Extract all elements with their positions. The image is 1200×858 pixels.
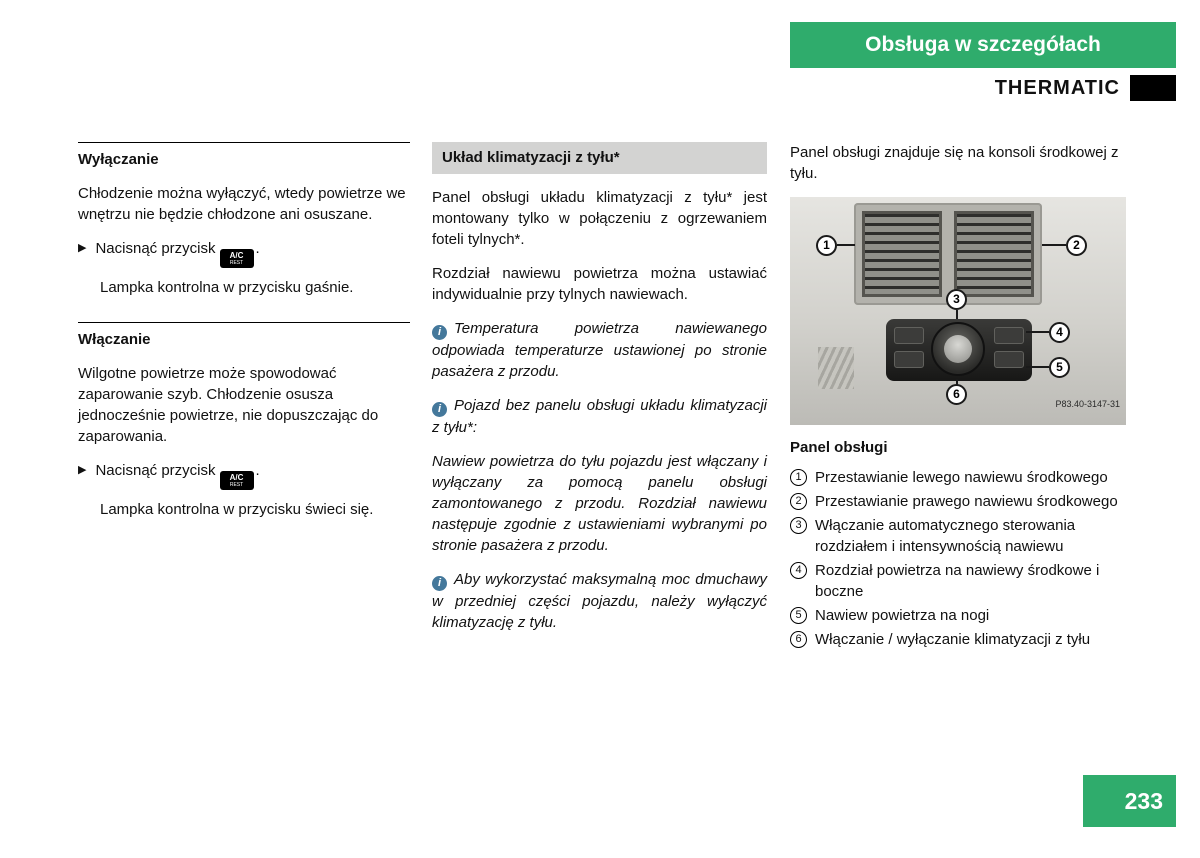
- legend-number: 4: [790, 562, 807, 579]
- subsection-heading-rear-ac: Układ klimatyzacji z tyłu*: [432, 142, 767, 174]
- legend-text: Włączanie automatycznego sterowania rozdziałem i intensywnością nawiewu: [815, 517, 1076, 555]
- legend-item: [790, 467, 1126, 488]
- legend-number: 2: [790, 493, 807, 510]
- callout-line-4: [1026, 331, 1049, 333]
- callout-4: 4: [1049, 322, 1070, 343]
- heading-switch-on: Włączanie: [78, 322, 410, 350]
- callout-line-5: [1026, 366, 1049, 368]
- legend-item: [790, 605, 1126, 626]
- paragraph-rear-ac-2: Rozdział nawiewu powietrza można ustawiać indywidualnie przy tylnych nawiewach.: [432, 265, 767, 303]
- ac-rest-button-icon: [220, 249, 254, 268]
- chapter-banner: [790, 22, 1176, 68]
- legend-number: 1: [790, 469, 807, 486]
- ac-label: A/C: [229, 473, 244, 482]
- step-text: [95, 460, 259, 490]
- chapter-banner-title: Obsługa w szczegółach: [865, 33, 1101, 56]
- panel-button-bottom-left: [894, 351, 924, 368]
- image-reference-code: P83.40-3147-31: [1055, 399, 1120, 409]
- ac-label: A/C: [229, 251, 244, 260]
- info-icon: i: [432, 325, 447, 340]
- legend-text: Nawiew powietrza na nogi: [815, 607, 990, 624]
- left-column: [78, 142, 410, 544]
- page-number-badge: [1083, 775, 1176, 827]
- legend-item: [790, 515, 1126, 557]
- step-text: [95, 238, 259, 268]
- control-knob-center: [944, 335, 972, 363]
- info-note-text: Aby wykorzystać maksymalną moc dmuchawy w przedniej części pojazdu, należy wyłączyć klimatyzację z tyłu.: [432, 571, 767, 631]
- info-note-3: [432, 569, 767, 633]
- callout-2: 2: [1066, 235, 1087, 256]
- info-note-text: Temperatura powietrza nawiewanego odpowiada temperaturze ustawionej po stronie pasażera z przodu.: [432, 320, 767, 380]
- step-note-off: Lampka kontrolna w przycisku gaśnie.: [100, 279, 354, 296]
- panel-button-top-right: [994, 327, 1024, 344]
- step-note-on: Lampka kontrolna w przycisku świeci się.: [100, 501, 374, 518]
- info-note-2: [432, 395, 767, 438]
- panel-button-top-left: [894, 327, 924, 344]
- left-center-vent: [862, 211, 942, 297]
- legend-number: 5: [790, 607, 807, 624]
- right-center-vent: [954, 211, 1034, 297]
- step-text-pre: Nacisnąć przycisk: [95, 240, 216, 257]
- heading-switch-off: Wyłączanie: [78, 142, 410, 170]
- legend-number: 3: [790, 517, 807, 534]
- panel-location-intro: Panel obsługi znajduje się na konsoli środkowej z tyłu.: [790, 144, 1119, 182]
- callout-3: 3: [946, 289, 967, 310]
- legend-item: [790, 491, 1126, 512]
- middle-column: [432, 142, 767, 646]
- step-triangle-icon: ▶: [78, 242, 87, 254]
- right-column: [790, 142, 1126, 653]
- rest-label: REST: [229, 482, 244, 488]
- callout-1: 1: [816, 235, 837, 256]
- section-index-marker: [1130, 75, 1176, 101]
- rest-label: REST: [229, 260, 244, 266]
- legend-number: 6: [790, 631, 807, 648]
- legend-item: [790, 629, 1126, 650]
- instruction-step-off: [78, 238, 410, 268]
- legend-text: Rozdział powietrza na nawiewy środkowe i boczne: [815, 562, 1100, 600]
- section-title: THERMATIC: [994, 76, 1120, 99]
- callout-5: 5: [1049, 357, 1070, 378]
- callout-line-3: [956, 310, 958, 319]
- instruction-step-on: [78, 460, 410, 490]
- section-header: [790, 74, 1176, 102]
- legend-text: Włączanie / wyłączanie klimatyzacji z tyłu: [815, 631, 1091, 648]
- panel-button-bottom-right: [994, 351, 1024, 368]
- step-text-pre: Nacisnąć przycisk: [95, 462, 216, 479]
- info-note-text: Pojazd bez panelu obsługi układu klimatyzacji z tyłu*:: [432, 397, 767, 436]
- callout-line-2: [1042, 244, 1066, 246]
- legend-text: Przestawianie lewego nawiewu środkowego: [815, 469, 1108, 486]
- ac-rest-button-icon: [220, 471, 254, 490]
- legend-text: Przestawianie prawego nawiewu środkowego: [815, 493, 1118, 510]
- page-number: 233: [1124, 787, 1163, 814]
- image-caption: Panel obsługi: [790, 439, 888, 456]
- step-triangle-icon: ▶: [78, 464, 87, 476]
- callout-line-1: [837, 244, 855, 246]
- callout-6: 6: [946, 384, 967, 405]
- paragraph-switch-off: Chłodzenie można wyłączyć, wtedy powietrze we wnętrzu nie będzie chłodzone ani osuszane.: [78, 185, 406, 223]
- info-icon: i: [432, 576, 447, 591]
- paragraph-rear-ac-3: Nawiew powietrza do tyłu pojazdu jest włączany i wyłączany za pomocą panelu obsługi zamontowanego z przodu. Rozdział nawiewu następuje zgodnie z ustawieniami wybranymi po stronie pasażera z przodu.: [432, 453, 767, 554]
- vents-frame: [854, 203, 1042, 305]
- paragraph-switch-on: Wilgotne powietrze może spowodować zaparowanie szyb. Chłodzenie osusza jednocześnie powietrze, nie dopuszczając do zaparowania.: [78, 365, 379, 445]
- legend-item: [790, 560, 1126, 602]
- step-text-post: .: [255, 462, 260, 479]
- paragraph-rear-ac-1: Panel obsługi układu klimatyzacji z tyłu* jest montowany tylko w połączeniu z ogrzewaniem foteli tylnych*.: [432, 189, 767, 248]
- rear-panel-illustration: [790, 197, 1126, 425]
- info-note-1: [432, 318, 767, 382]
- console-trim-texture: [818, 347, 854, 389]
- step-text-post: .: [255, 240, 260, 257]
- info-icon: i: [432, 402, 447, 417]
- control-knob: [931, 322, 985, 376]
- callout-legend: [790, 467, 1126, 650]
